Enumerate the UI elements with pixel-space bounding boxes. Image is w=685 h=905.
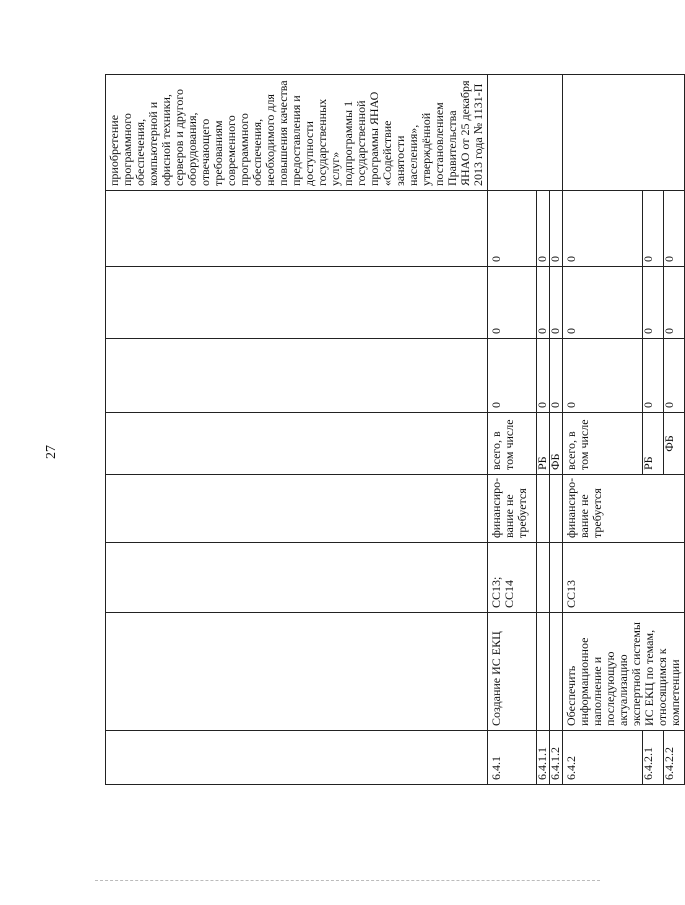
source-cell: РБ [642, 413, 663, 475]
code-cell [550, 543, 563, 613]
value-cell: 0 [537, 339, 550, 413]
rotated-table-container [105, 75, 682, 785]
num-cell: 6.4.1 [488, 731, 537, 785]
value-cell: 0 [537, 191, 550, 267]
name-cell: Обеспечить информационное наполнение и последующую актуализацию экспертной системы ИС ЕКЦ по темам, относящимся к компетенции [563, 613, 685, 731]
value-cell: 0 [663, 191, 684, 267]
value-cell: 0 [563, 191, 643, 267]
name-cell: Создание ИС ЕКЦ [488, 613, 537, 731]
source-cell: ФБ [550, 413, 563, 475]
value-cell [106, 191, 488, 267]
value-cell: 0 [488, 267, 537, 339]
bottom-divider [95, 880, 600, 881]
page-number: 27 [44, 445, 59, 459]
num-cell: 6.4.1.2 [550, 731, 563, 785]
table-row [563, 75, 643, 785]
code-cell: СС13 [563, 543, 685, 613]
financing-cell: финансиро-вание не требуется [563, 475, 685, 543]
num-cell: 6.4.2.1 [642, 731, 663, 785]
description-cell [488, 75, 563, 191]
value-cell: 0 [550, 191, 563, 267]
description-cell [563, 75, 685, 191]
program-table [105, 74, 685, 785]
value-cell: 0 [537, 267, 550, 339]
financing-cell [550, 475, 563, 543]
value-cell: 0 [642, 191, 663, 267]
source-cell: РБ [537, 413, 550, 475]
name-cell [106, 613, 488, 731]
value-cell: 0 [488, 339, 537, 413]
financing-cell [537, 475, 550, 543]
financing-cell [106, 475, 488, 543]
num-cell: 6.4.2 [563, 731, 643, 785]
code-cell: СС13; СС14 [488, 543, 537, 613]
source-cell: ФБ [663, 413, 684, 475]
value-cell: 0 [488, 191, 537, 267]
value-cell: 0 [563, 267, 643, 339]
source-cell: всего, в том числе [488, 413, 537, 475]
table-row [106, 75, 488, 785]
value-cell: 0 [550, 339, 563, 413]
table-row [488, 75, 537, 785]
num-cell: 6.4.1.1 [537, 731, 550, 785]
value-cell: 0 [642, 339, 663, 413]
value-cell: 0 [642, 267, 663, 339]
value-cell [106, 267, 488, 339]
code-cell [537, 543, 550, 613]
description-cell: приобретение программного обеспечения, компьютерной и офисной техники, серверов и другого оборудования, отвечающего требованиям современного программного обеспечения, необходимого для повышения качества предоставления и доступности государственных услуг» подпрограммы 1 государственной программы ЯНАО «Содействие занятости населения», утверждённой постановлением Правительства ЯНАО от 25 декабря 2013 года № 1131-П [106, 75, 488, 191]
value-cell: 0 [563, 339, 643, 413]
value-cell: 0 [663, 267, 684, 339]
value-cell: 0 [663, 339, 684, 413]
num-cell: 6.4.2.2 [663, 731, 684, 785]
value-cell [106, 339, 488, 413]
financing-cell: финансиро-вание не требуется [488, 475, 537, 543]
source-cell: всего, в том числе [563, 413, 643, 475]
num-cell [106, 731, 488, 785]
source-cell [106, 413, 488, 475]
code-cell [106, 543, 488, 613]
name-cell [537, 613, 550, 731]
name-cell [550, 613, 563, 731]
value-cell: 0 [550, 267, 563, 339]
